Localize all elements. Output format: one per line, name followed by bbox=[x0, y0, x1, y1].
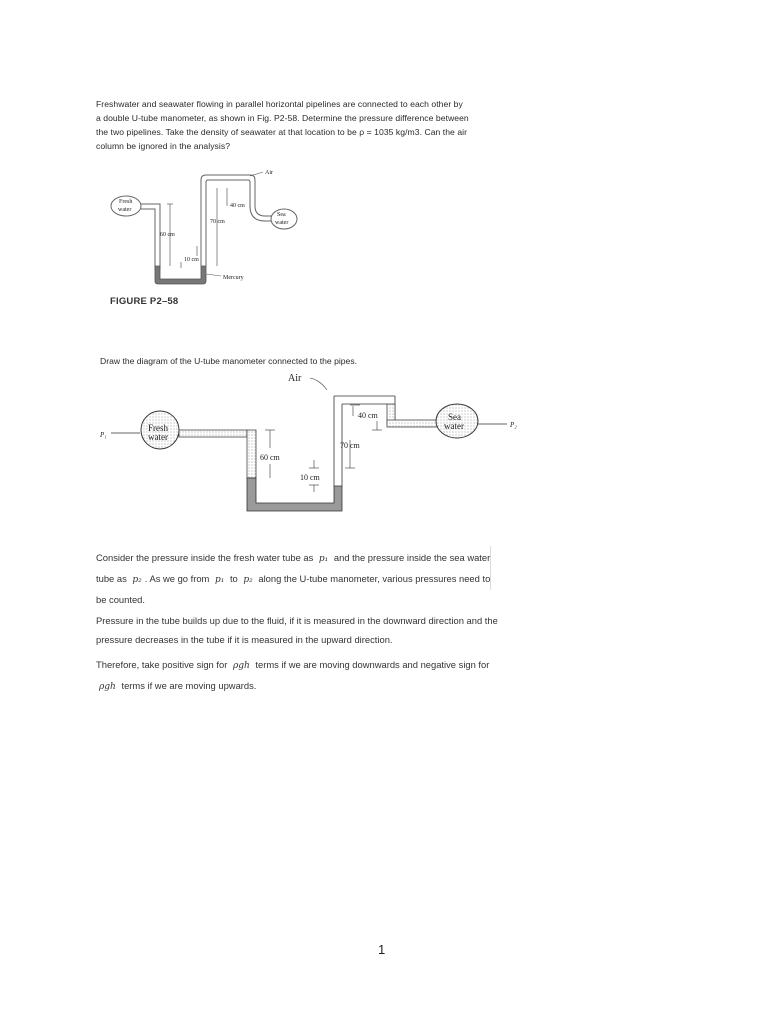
text-run: Therefore, take positive sign for bbox=[96, 659, 228, 670]
paragraph-line bbox=[96, 676, 496, 697]
sea-water-label-1: Sea bbox=[448, 412, 461, 422]
text-run: Consider the pressure inside the fresh water tube as bbox=[96, 552, 314, 563]
dimension-60cm: 60 cm bbox=[260, 453, 280, 462]
text-run: to bbox=[229, 573, 238, 584]
fresh-water-label-2: water bbox=[118, 207, 132, 213]
text-run: terms if we are moving downwards and negative sign for bbox=[255, 659, 490, 670]
dimension-10cm: 10 cm bbox=[300, 473, 320, 482]
p1-variable: p₁ bbox=[214, 575, 225, 585]
p2-variable: p₂ bbox=[132, 575, 142, 585]
p1-label: P₁ bbox=[100, 431, 107, 439]
dimension-40cm: 40 cm bbox=[358, 411, 378, 420]
problem-line: Freshwater and seawater flowing in parallel horizontal pipelines are connected to each other by bbox=[96, 99, 463, 109]
p2-label: P₂ bbox=[510, 421, 517, 429]
paragraph-line: Pressure in the tube builds up due to the fluid, if it is measured in the downward direction and the bbox=[96, 615, 498, 626]
sea-water-label-1: Sea bbox=[277, 212, 286, 218]
sea-water-label-2: water bbox=[275, 220, 289, 226]
rho-g-h-variable: ρgh bbox=[232, 661, 250, 671]
problem-statement bbox=[96, 97, 536, 153]
text-run: . As we go from bbox=[144, 573, 210, 584]
text-run: terms if we are moving upwards. bbox=[121, 680, 257, 691]
problem-line: the two pipelines. Take the density of seawater at that location to be ρ = 1035 kg/m3. Can the air bbox=[96, 127, 468, 137]
fresh-water-label-1: Fresh bbox=[119, 199, 133, 205]
paragraph-2 bbox=[96, 611, 496, 649]
dimension-70cm: 70 cm bbox=[340, 441, 360, 450]
paragraph-line bbox=[96, 655, 496, 676]
paragraph-line: be counted. bbox=[96, 594, 145, 605]
paragraph-line bbox=[96, 548, 496, 569]
dimension-60cm: 60 cm bbox=[160, 232, 175, 238]
air-label: Air bbox=[265, 170, 273, 176]
problem-line: column be ignored in the analysis? bbox=[96, 141, 231, 151]
dimension-40cm: 40 cm bbox=[230, 203, 245, 209]
u-tube-manometer-diagram bbox=[95, 368, 535, 520]
instruction-text: Draw the diagram of the U-tube manometer connected to the pipes. bbox=[100, 356, 357, 366]
paragraph-1 bbox=[96, 548, 496, 609]
paragraph-line: pressure decreases in the tube if it is measured in the upward direction. bbox=[96, 634, 393, 645]
text-run: tube as bbox=[96, 573, 127, 584]
problem-line: a double U-tube manometer, as shown in Fig. P2-58. Determine the pressure difference between bbox=[96, 113, 469, 123]
p1-variable: p₁ bbox=[318, 554, 329, 564]
figure-p2-58-diagram bbox=[100, 166, 300, 316]
text-run: and the pressure inside the sea water bbox=[333, 552, 491, 563]
rho-g-h-variable: ρgh bbox=[99, 682, 116, 692]
page-number: 1 bbox=[378, 942, 386, 957]
fresh-water-label-1: Fresh bbox=[148, 423, 168, 433]
p2-variable: p₂ bbox=[243, 575, 253, 585]
mercury-label: Mercury bbox=[223, 275, 244, 281]
figure-caption: FIGURE P2–58 bbox=[110, 296, 179, 307]
text-run: along the U-tube manometer, various pressures need to bbox=[258, 573, 491, 584]
dimension-70cm: 70 cm bbox=[210, 219, 225, 225]
fresh-water-label-2: water bbox=[148, 432, 168, 442]
paragraph-3 bbox=[96, 655, 496, 697]
dimension-10cm: 10 cm bbox=[184, 257, 199, 263]
sea-water-label-2: water bbox=[444, 421, 464, 431]
paragraph-line bbox=[96, 569, 496, 590]
air-label: Air bbox=[288, 373, 302, 384]
